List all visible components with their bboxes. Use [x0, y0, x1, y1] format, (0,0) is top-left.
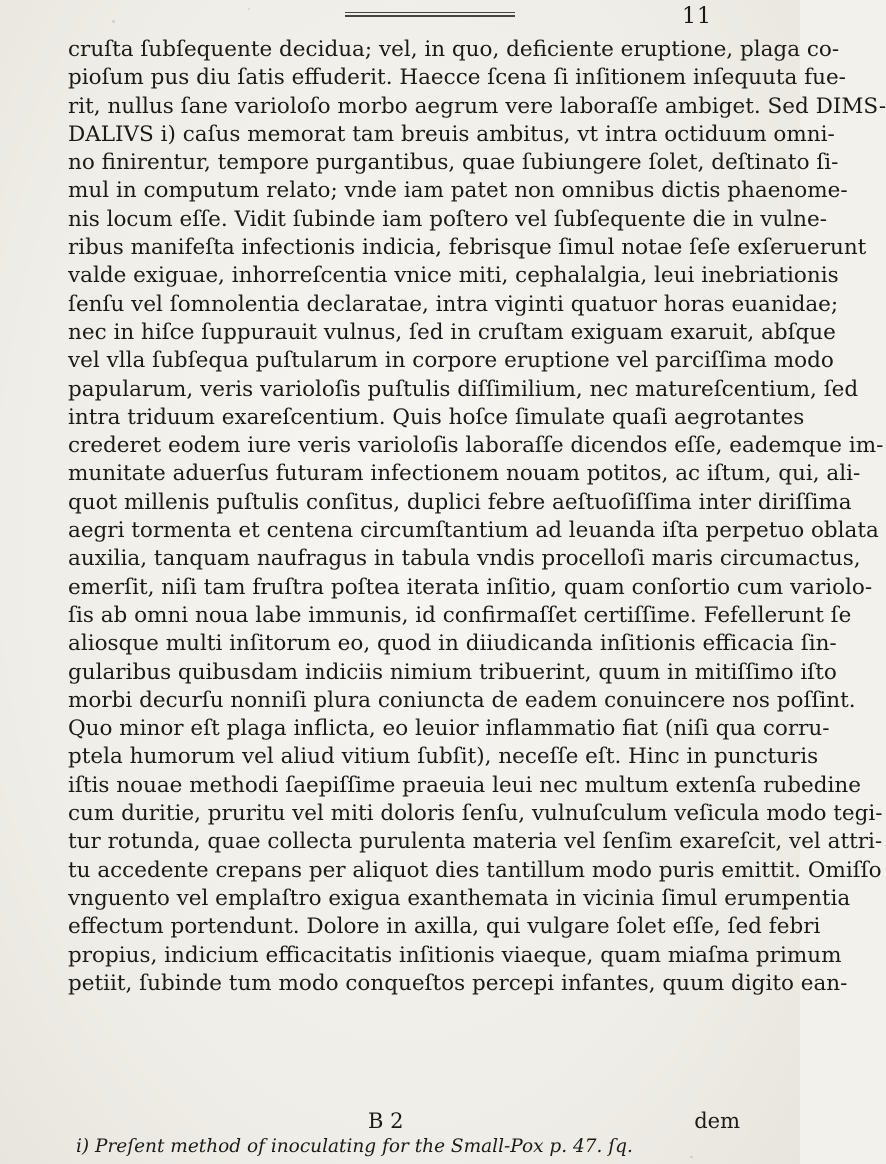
text-line: vnguento vel emplaſtro exigua exanthemata in vicinia ſimul erumpentia — [68, 885, 851, 911]
catchword: dem — [694, 1109, 740, 1133]
text-line: rit, nullus ſane varioloſo morbo aegrum vere laboraſſe ambiget. Sed DIMS- — [68, 93, 886, 119]
text-line: cruſta ſubſequente decidua; vel, in quo, deficiente eruptione, plaga co- — [68, 37, 840, 62]
text-line: ptela humorum vel aliud vitium ſubſit), neceſſe eſt. Hinc in puncturis — [68, 744, 819, 770]
text-line: propius, indicium efficacitatis inſitionis viaeque, quam miaſma primum — [68, 942, 842, 968]
text-line: munitate aduerſus futuram infectionem nouam potitos, ac iſtum, qui, ali- — [68, 461, 861, 487]
text-line: nis locum eſſe. Vidit ſubinde iam poſtero vel ſubſequente die in vulne- — [68, 206, 827, 232]
footnote: i) Preſent method of inoculating for the Small-Pox p. 47. ſq. — [76, 1136, 633, 1157]
text-line: ribus manifeſta infectionis indicia, febrisque ſimul notae ſeſe exſeruerunt — [68, 235, 867, 261]
text-line: papularum, veris varioloſis puſtulis diſſimilium, nec matureſcentium, ſed — [68, 376, 859, 402]
text-line: quot millenis puſtulis conſitus, duplici febre aeſtuoſiſſima inter diriſſima — [68, 489, 852, 515]
paper-speck — [112, 20, 115, 23]
text-line: tur rotunda, quae collecta purulenta materia vel ſenſim exareſcit, vel attri- — [68, 829, 883, 855]
text-line: effectum portendunt. Dolore in axilla, qui vulgare ſolet eſſe, ſed febri — [68, 914, 821, 940]
text-line: no finirentur, tempore purgantibus, quae ſubiungere ſolet, deſtinato ſi- — [68, 150, 839, 176]
header-rule — [345, 12, 515, 17]
text-line: aegri tormenta et centena circumſtantium ad leuanda iſta perpetuo oblata — [68, 518, 879, 544]
text-line: petiit, ſubinde tum modo conqueſtos percepi infantes, quum digito ean- — [68, 970, 848, 996]
text-line: iſtis nouae methodi ſaepiſſime praeuia leui nec multum extenſa rubedine — [68, 772, 861, 798]
text-line: intra triduum exareſcentium. Quis hoſce ſimulate quaſi aegrotantes — [68, 404, 805, 430]
text-line: tu accedente crepans per aliquot dies tantillum modo puris emittit. Omiſſo — [68, 857, 882, 883]
page-number: 11 — [682, 4, 712, 29]
text-line: nec in hiſce ſuppurauit vulnus, ſed in cruſtam exiguam exaruit, abſque — [68, 319, 836, 345]
text-line: gularibus quibusdam indiciis nimium tribuerint, quum in mitiſſimo iſto — [68, 659, 837, 685]
text-line: morbi decurſu nonniſi plura coniuncta de eadem conuincere nos poſſint. — [68, 687, 856, 713]
signature-row — [68, 1109, 740, 1135]
paper-speck — [248, 8, 250, 10]
text-line: ſis ab omni noua labe immunis, id confirmaſſet certiſſime. Fefellerunt ſe — [68, 602, 852, 628]
text-line: valde exiguae, inhorreſcentia vnice miti, cephalalgia, leui inebriationis — [68, 263, 839, 289]
text-line: auxilia, tanquam naufragus in tabula vndis procelloſi maris circumactus, — [68, 546, 861, 572]
text-line: vel vlla ſubſequa puſtularum in corpore eruptione vel parciſſima modo — [68, 348, 834, 374]
body-text — [68, 36, 886, 998]
text-line: mul in computum relato; vnde iam patet non omnibus dictis phaenome- — [68, 178, 848, 204]
text-line: pioſum pus diu ſatis effuderit. Haecce ſcena ſi inſitionem inſequuta fue- — [68, 65, 846, 91]
text-line: ſenſu vel ſomnolentia declaratae, intra viginti quatuor horas euanidae; — [68, 291, 839, 317]
signature-mark: B 2 — [368, 1109, 404, 1133]
text-line: cum duritie, pruritu vel miti doloris ſenſu, vulnuſculum veſicula modo tegi- — [68, 801, 883, 827]
text-line: DALIVS i) caſus memorat tam breuis ambitus, vt intra octiduum omni- — [68, 121, 835, 147]
text-line: crederet eodem iure veris varioloſis laboraſſe dicendos eſſe, eademque im- — [68, 433, 884, 459]
paper-speck — [690, 1156, 693, 1158]
text-line: emerſit, niſi tam fruſtra poſtea iterata inſitio, quam conſortio cum variolo- — [68, 574, 873, 600]
text-line: Quo minor eſt plaga inflicta, eo leuior inflammatio fiat (niſi qua corru- — [68, 716, 830, 742]
text-line: aliosque multi inſitorum eo, quod in diiudicanda inſitionis efficacia ſin- — [68, 631, 837, 657]
